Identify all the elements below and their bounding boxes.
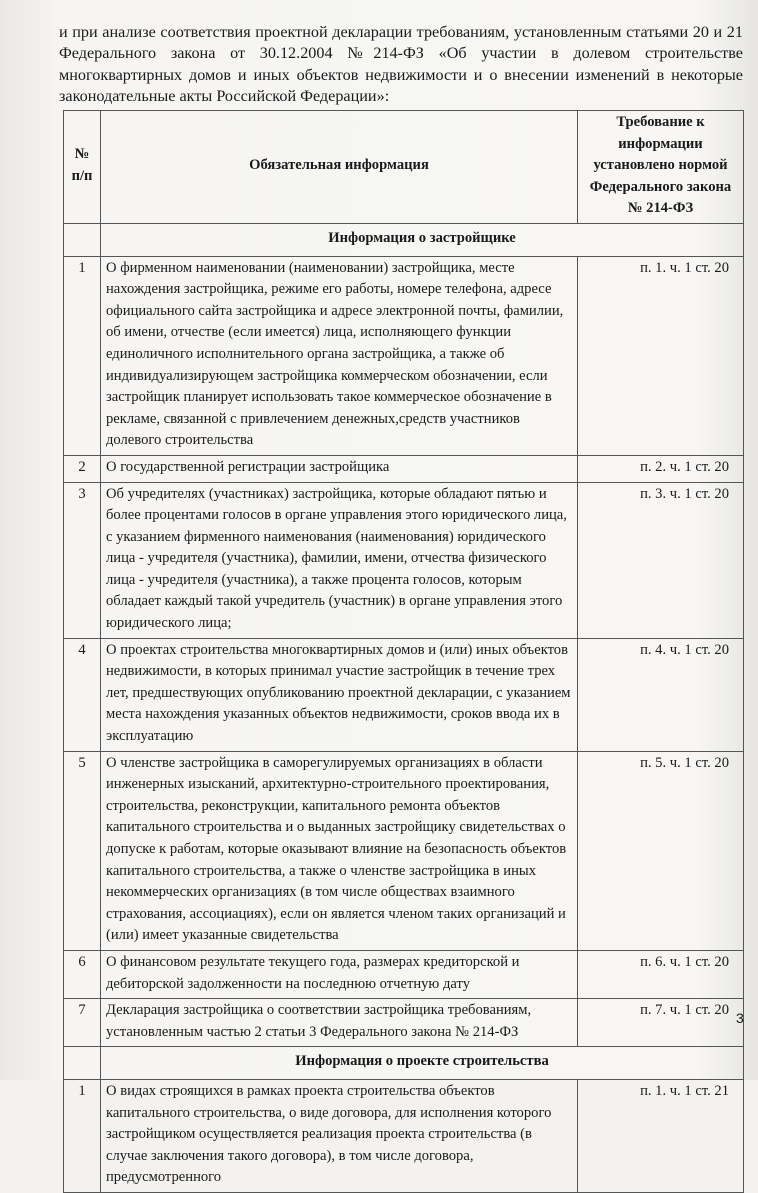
row-norm: п. 5. ч. 1 ст. 20 (578, 751, 744, 950)
header-number: № п/п (64, 111, 101, 224)
row-info: О государственной регистрации застройщика (101, 455, 578, 482)
row-norm: п. 2. ч. 1 ст. 20 (578, 455, 744, 482)
row-norm: п. 1. ч. 1 ст. 20 (578, 256, 744, 455)
row-info: Об учредителях (участниках) застройщика, которые обладают пятью и более процентами голосов в органе управления этого юридического лица, с указанием фирменного наименования (наименования) юридического лица - учредителя (участника), фамилии, имени, отчества физического лица - учредителя (участника), а также процента голосов, которым обладает каждый такой учредитель (участник) в органе управления этого юридического лица; (101, 482, 578, 638)
row-norm: п. 1. ч. 1 ст. 21 (578, 1079, 744, 1192)
section-row (64, 223, 744, 256)
section-title: Информация о проекте строительства (101, 1047, 744, 1080)
table-row (64, 1079, 744, 1192)
table-row (64, 256, 744, 455)
requirements-table (63, 110, 744, 1193)
row-norm: п. 6. ч. 1 ст. 20 (578, 950, 744, 998)
table-row (64, 751, 744, 950)
intro-paragraph: и при анализе соответствия проектной декларации требованиям, установленным статьями 20 и 21 Федерального закона от 30.12.2004 №214-ФЗ «Об участии в долевом строительстве многоквартирных домов и иных объектов недвижимости и о внесении изменений в некоторые законодательные акты Российской Федерации»: (59, 23, 743, 105)
row-number: 4 (64, 638, 101, 751)
table-header-row (64, 111, 744, 224)
header-norm: Требование к информации установлено нормой Федерального закона № 214-ФЗ (578, 111, 744, 224)
row-number: 5 (64, 751, 101, 950)
section-empty-cell (64, 223, 101, 256)
row-norm: п. 3. ч. 1 ст. 20 (578, 482, 744, 638)
row-number: 3 (64, 482, 101, 638)
row-info: О проектах строительства многоквартирных домов и (или) иных объектов недвижимости, в которых принимал участие застройщик в течение трех лет, предшествующих опубликованию проектной декларации, с указанием места нахождения указанных объектов недвижимости, сроков ввода их в эксплуатацию (101, 638, 578, 751)
row-info: О видах строящихся в рамках проекта строительства объектов капитального строительства, о виде договора, для исполнения которого застройщиком осуществляется реализация проекта строительства (в случае заключения такого договора), в том числе договора, предусмотренного (101, 1079, 578, 1192)
table-row (64, 482, 744, 638)
section-row (64, 1047, 744, 1080)
row-number: 1 (64, 1079, 101, 1192)
section-empty-cell (64, 1047, 101, 1080)
row-number: 1 (64, 256, 101, 455)
section-title: Информация о застройщике (101, 223, 744, 256)
row-norm: п. 4. ч. 1 ст. 20 (578, 638, 744, 751)
page-number: 3 (736, 1010, 744, 1026)
row-number: 7 (64, 999, 101, 1047)
table-row (64, 950, 744, 998)
row-norm: п. 7. ч. 1 ст. 20 (578, 999, 744, 1047)
table-row (64, 638, 744, 751)
header-info: Обязательная информация (101, 111, 578, 224)
row-info: О фирменном наименовании (наименовании) застройщика, месте нахождения застройщика, режиме его работы, номере телефона, адресе официального сайта застройщика и адресе электронной почты, фамилии, об имени, отчестве (если имеется) лица, исполняющего функции единоличного исполнительного органа застройщика, а также об индивидуализирующем застройщика коммерческом обозначении, если застройщик планирует использовать такое коммерческое обозначение в рекламе, связанной с привлечением денежных,средств участников долевого строительства (101, 256, 578, 455)
row-number: 2 (64, 455, 101, 482)
row-info: О финансовом результате текущего года, размерах кредиторской и дебиторской задолженности на последнюю отчетную дату (101, 950, 578, 998)
row-info: Декларация застройщика о соответствии застройщика требованиям, установленным частью 2 статьи 3 Федерального закона № 214-ФЗ (101, 999, 578, 1047)
table-row (64, 999, 744, 1047)
table-row (64, 455, 744, 482)
row-info: О членстве застройщика в саморегулируемых организациях в области инженерных изысканий, архитектурно-строительного проектирования, строительства, реконструкции, капитального ремонта объектов капитального строительства и о выданных застройщику свидетельствах о допуске к работам, которые оказывают влияние на безопасность объектов капитального строительства, а также о членстве застройщика в иных некоммерческих организациях (в том числе обществах взаимного страхования, ассоциациях), если он является членом таких организаций и (или) имеет указанные свидетельства (101, 751, 578, 950)
row-number: 6 (64, 950, 101, 998)
